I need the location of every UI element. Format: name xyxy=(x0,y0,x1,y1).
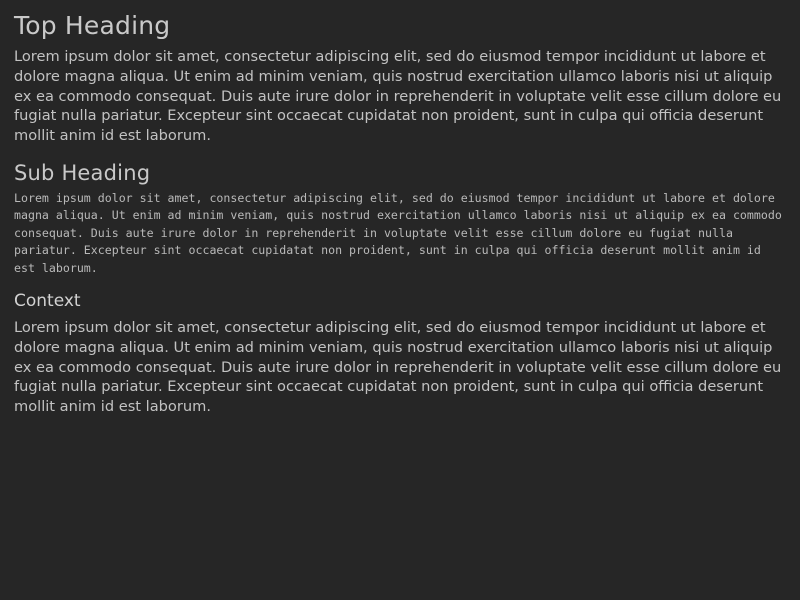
top-paragraph: Lorem ipsum dolor sit amet, consectetur adipiscing elit, sed do eiusmod tempor incididunt ut labore et dolore magna aliqua. Ut enim ad minim veniam, quis nostrud exercitation ullamco laboris nisi ut aliquip ex ea commodo consequat. Duis aute irure dolor in reprehenderit in voluptate velit esse cillum dolore eu fugiat nulla pariatur. Excepteur sint occaecat cupidatat non proident, sunt in culpa qui officia deserunt mollit anim id est laborum. xyxy=(14,48,782,144)
context-paragraph: Lorem ipsum dolor sit amet, consectetur adipiscing elit, sed do eiusmod tempor incididunt ut labore et dolore magna aliqua. Ut enim ad minim veniam, quis nostrud exercitation ullamco laboris nisi ut aliquip ex ea commodo consequat. Duis aute irure dolor in reprehenderit in voluptate velit esse cillum dolore eu fugiat nulla pariatur. Excepteur sint occaecat cupidatat non proident, sunt in culpa qui officia deserunt mollit anim id est laborum. xyxy=(14,319,782,415)
sub-paragraph: Lorem ipsum dolor sit amet, consectetur adipiscing elit, sed do eiusmod tempor incididunt ut labore et dolore magna aliqua. Ut enim ad minim veniam, quis nostrud exercitation ullamco laboris nisi ut aliquip ex ea commodo consequat. Duis aute irure dolor in reprehenderit in voluptate velit esse cillum dolore eu fugiat nulla pariatur. Excepteur sint occaecat cupidatat non proident, sunt in culpa qui officia deserunt mollit anim id est laborum. xyxy=(14,190,782,275)
context-heading: Context xyxy=(14,290,81,311)
page-title: Top Heading xyxy=(14,11,171,40)
sub-heading: Sub Heading xyxy=(14,160,151,185)
